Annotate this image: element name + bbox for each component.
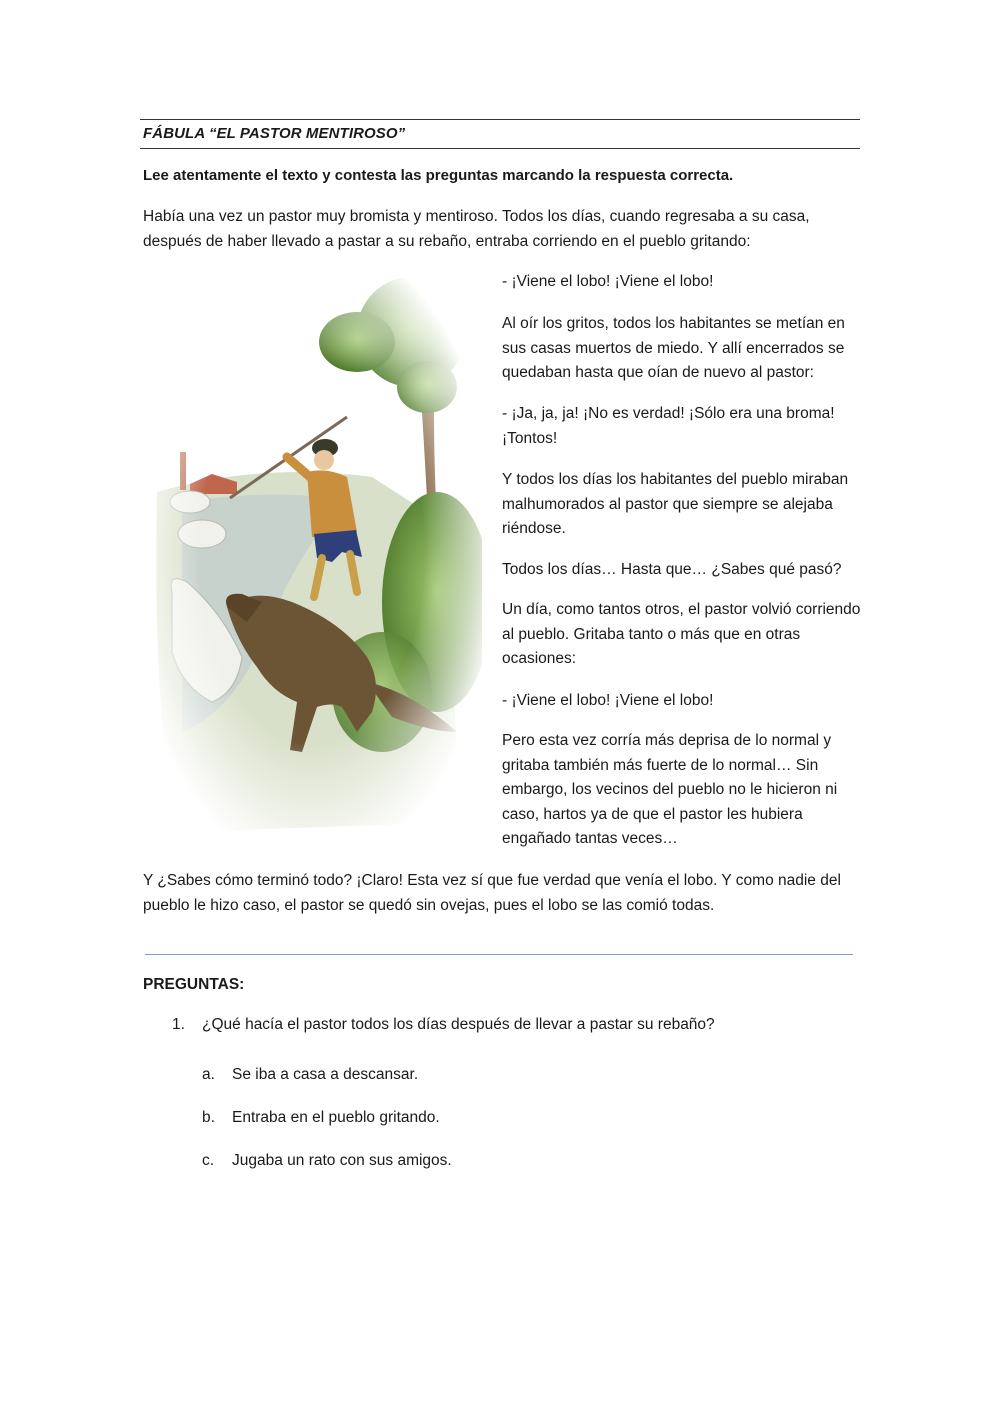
story-line: engañado tantas veces… [502, 830, 678, 847]
shepherd-wolf-illustration [142, 262, 482, 842]
story-line: - ¡Viene el lobo! ¡Viene el lobo! [502, 273, 714, 290]
question-text: ¿Qué hacía el pastor todos los días después de llevar a pastar su rebaño? [202, 1016, 715, 1033]
story-paragraph [502, 312, 862, 386]
story-line: gritaba también más fuerte de lo normal… Sin [502, 756, 819, 774]
ending-paragraph [143, 869, 841, 918]
option-letter: b. [202, 1109, 215, 1126]
story-line: Todos los días… Hasta que… ¿Sabes qué pasó? [502, 561, 842, 578]
page-title: FÁBULA “EL PASTOR MENTIROSO” [143, 125, 406, 142]
story-paragraph [502, 402, 862, 451]
story-line: sus casas muertos de miedo. Y allí encerrados se [502, 339, 845, 357]
story-paragraph [502, 468, 862, 542]
story-paragraph [502, 270, 862, 295]
story-line: malhumorados al pastor que siempre se alejaba [502, 495, 833, 513]
option-c[interactable]: Jugaba un rato con sus amigos. [232, 1152, 452, 1169]
story-paragraph [502, 558, 862, 583]
story-line: ocasiones: [502, 650, 577, 667]
story-line: al pueblo. Gritaba tanto o más que en otras [502, 625, 801, 643]
story-line: caso, hartos ya de que el pastor les hubiera [502, 805, 803, 823]
story-line: Al oír los gritos, todos los habitantes se metían en [502, 315, 845, 332]
section-divider [145, 954, 853, 955]
story-line: quedaban hasta que oían de nuevo al pastor: [502, 364, 814, 381]
option-letter: a. [202, 1066, 215, 1083]
story-paragraph [502, 729, 862, 852]
questions-heading: PREGUNTAS: [143, 976, 245, 993]
story-line: riéndose. [502, 520, 566, 537]
instruction-text: Lee atentamente el texto y contesta las preguntas marcando la respuesta correcta. [143, 167, 734, 184]
story-paragraph [502, 598, 862, 672]
option-a[interactable]: Se iba a casa a descansar. [232, 1066, 419, 1083]
intro-line: Había una vez un pastor muy bromista y mentiroso. Todos los días, cuando regresaba a su casa, [143, 208, 810, 225]
illustration-fade [142, 262, 482, 842]
option-letter: c. [202, 1152, 215, 1169]
ending-line: pueblo le hizo caso, el pastor se quedó sin ovejas, pues el lobo se las comió todas. [143, 896, 715, 914]
story-line: Pero esta vez corría más deprisa de lo normal y [502, 732, 832, 749]
story-paragraph [502, 689, 862, 714]
story-line: embargo, los vecinos del pueblo no le hicieron ni [502, 781, 838, 798]
story-line: - ¡Viene el lobo! ¡Viene el lobo! [502, 692, 714, 709]
story-line: - ¡Ja, ja, ja! ¡No es verdad! ¡Sólo era una broma! [502, 405, 835, 422]
story-line: ¡Tontos! [502, 429, 558, 447]
question-number: 1. [172, 1016, 185, 1033]
title-box [140, 119, 860, 149]
story-line: Un día, como tantos otros, el pastor volvió corriendo [502, 601, 861, 618]
option-b[interactable]: Entraba en el pueblo gritando. [232, 1109, 440, 1126]
intro-paragraph [143, 205, 810, 254]
intro-line: después de haber llevado a pastar a su rebaño, entraba corriendo en el pueblo gritando: [143, 232, 751, 250]
story-line: Y todos los días los habitantes del pueblo miraban [502, 471, 849, 488]
ending-line: Y ¿Sabes cómo terminó todo? ¡Claro! Esta vez sí que fue verdad que venía el lobo. Y como nadie del [143, 872, 841, 889]
